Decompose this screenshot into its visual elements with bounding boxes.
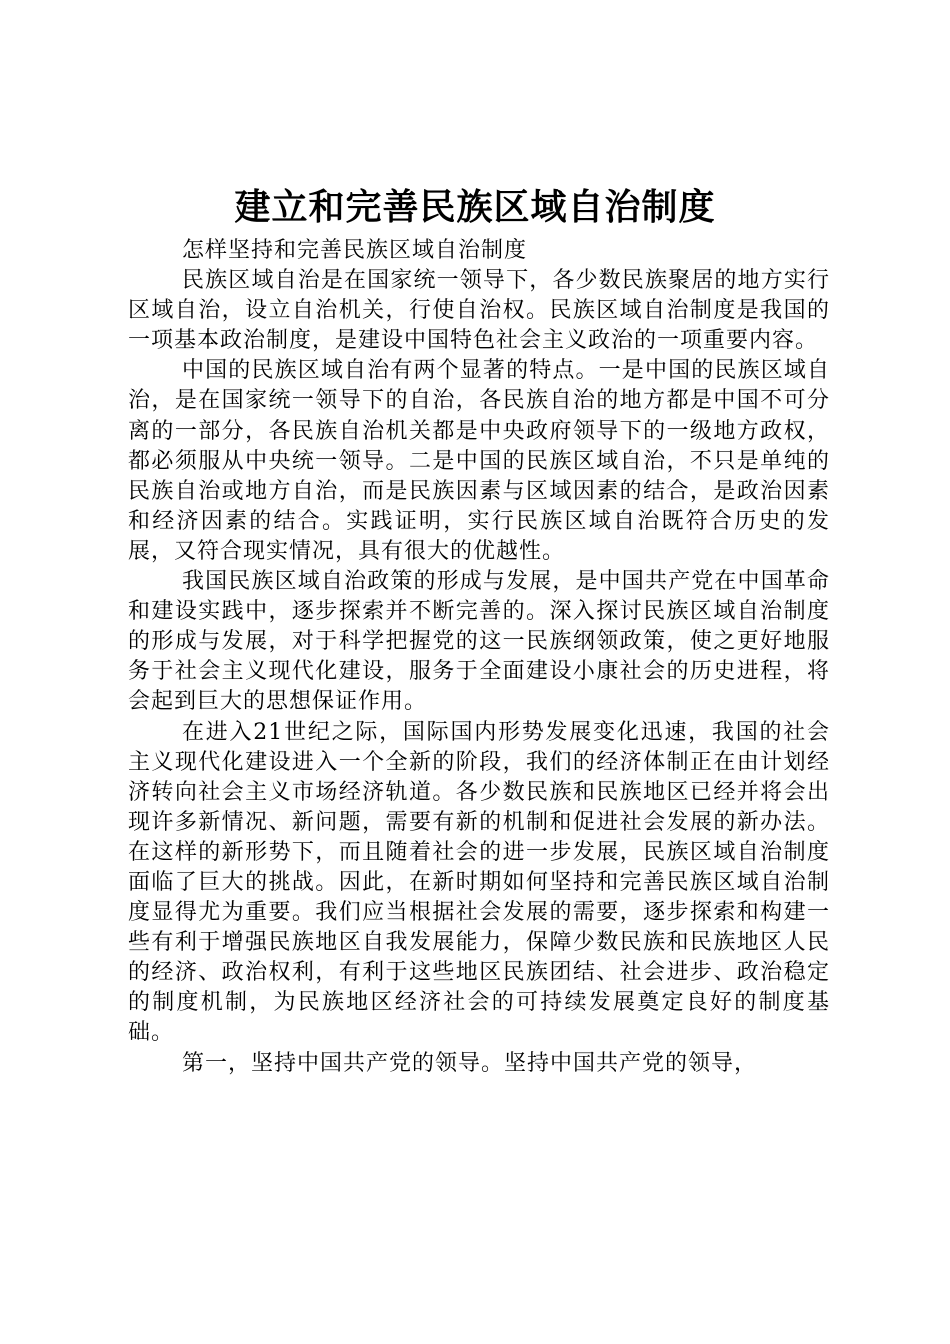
body-paragraph: 我国民族区域自治政策的形成与发展，是中国共产党在中国革命和建设实践中，逐步探索并不断完善的。深入探讨民族区域自治制度的形成与发展，对于科学把握党的这一民族纲领政策，使之更好地服务于社会主义现代化建设，服务于全面建设小康社会的历史进程，将会起到巨大的思想保证作用。 bbox=[128, 569, 830, 715]
subtitle-paragraph: 怎样坚持和完善民族区域自治制度 bbox=[182, 238, 528, 263]
document-body bbox=[128, 236, 830, 1079]
body-paragraph: 在进入21世纪之际，国际国内形势发展变化迅速，我国的社会主义现代化建设进入一个全新的阶段，我们的经济体制正在由计划经济转向社会主义市场经济轨道。各少数民族和民族地区已经并将会出现许多新情况、新问题，需要有新的机制和促进社会发展的新办法。在这样的新形势下，而且随着社会的进一步发展，民族区域自治制度面临了巨大的挑战。因此，在新时期如何坚持和完善民族区域自治制度显得尤为重要。我们应当根据社会发展的需要，逐步探索和构建一些有利于增强民族地区自我发展能力，保障少数民族和民族地区人民的经济、政治权利，有利于这些地区民族团结、社会进步、政治稳定的制度机制，为民族地区经济社会的可持续发展奠定良好的制度基础。 bbox=[128, 719, 830, 1046]
body-paragraph: 中国的民族区域自治有两个显著的特点。一是中国的民族区域自治，是在国家统一领导下的自治，各民族自治的地方都是中国不可分离的一部分，各民族自治机关都是中央政府领导下的一级地方政权，都必须服从中央统一领导。二是中国的民族区域自治，不只是单纯的民族自治或地方自治，而是民族因素与区域因素的结合，是政治因素和经济因素的结合。实践证明，实行民族区域自治既符合历史的发展，又符合现实情况，具有很大的优越性。 bbox=[128, 358, 830, 564]
body-paragraph: 第一，坚持中国共产党的领导。坚持中国共产党的领导， bbox=[182, 1050, 758, 1076]
document-title: 建立和完善民族区域自治制度 bbox=[234, 187, 716, 228]
body-paragraph: 民族区域自治是在国家统一领导下，各少数民族聚居的地方实行区域自治，设立自治机关，行使自治权。民族区域自治制度是我国的一项基本政治制度，是建设中国特色社会主义政治的一项重要内容。 bbox=[128, 268, 830, 354]
